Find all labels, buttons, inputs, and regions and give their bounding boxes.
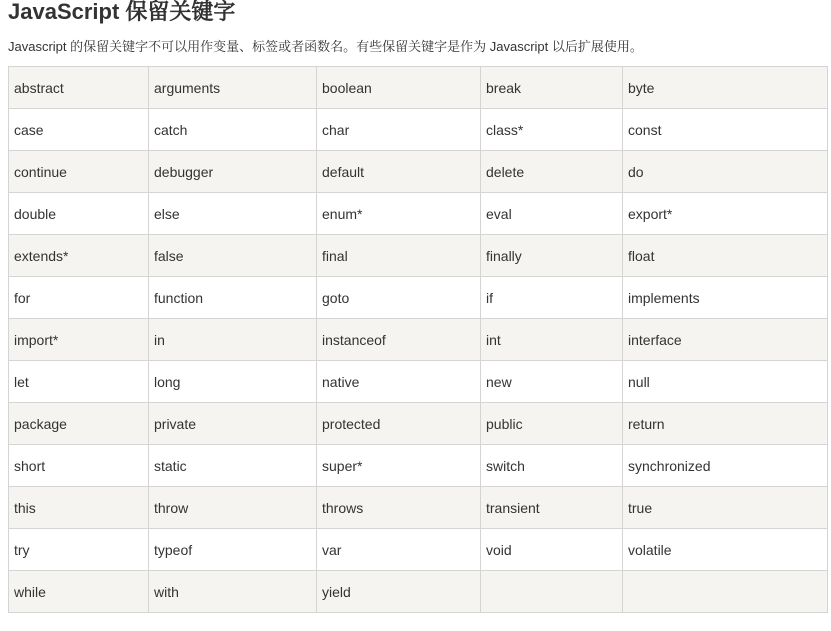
keyword-cell: volatile bbox=[623, 529, 828, 571]
keyword-cell: native bbox=[317, 361, 481, 403]
keyword-cell: interface bbox=[623, 319, 828, 361]
table-row bbox=[9, 109, 828, 151]
keyword-cell: long bbox=[149, 361, 317, 403]
table-row bbox=[9, 403, 828, 445]
table-row bbox=[9, 67, 828, 109]
keyword-cell: typeof bbox=[149, 529, 317, 571]
keyword-cell: static bbox=[149, 445, 317, 487]
table-row bbox=[9, 235, 828, 277]
keyword-cell: public bbox=[481, 403, 623, 445]
keyword-cell: enum* bbox=[317, 193, 481, 235]
keyword-cell: this bbox=[9, 487, 149, 529]
keyword-cell: break bbox=[481, 67, 623, 109]
keyword-cell: false bbox=[149, 235, 317, 277]
keyword-cell: instanceof bbox=[317, 319, 481, 361]
keyword-cell: package bbox=[9, 403, 149, 445]
keyword-cell: while bbox=[9, 571, 149, 613]
keyword-cell: true bbox=[623, 487, 828, 529]
keyword-cell: char bbox=[317, 109, 481, 151]
keyword-cell: with bbox=[149, 571, 317, 613]
table-row bbox=[9, 319, 828, 361]
table-row bbox=[9, 445, 828, 487]
keyword-cell: export* bbox=[623, 193, 828, 235]
keyword-cell: switch bbox=[481, 445, 623, 487]
keyword-cell: return bbox=[623, 403, 828, 445]
keyword-cell: do bbox=[623, 151, 828, 193]
keyword-cell: final bbox=[317, 235, 481, 277]
table-row bbox=[9, 151, 828, 193]
keyword-cell: in bbox=[149, 319, 317, 361]
keyword-cell: const bbox=[623, 109, 828, 151]
reserved-keywords-table bbox=[8, 66, 828, 613]
keyword-cell: synchronized bbox=[623, 445, 828, 487]
table-row bbox=[9, 277, 828, 319]
keyword-cell: super* bbox=[317, 445, 481, 487]
table-row bbox=[9, 193, 828, 235]
keyword-cell: short bbox=[9, 445, 149, 487]
keyword-cell: throws bbox=[317, 487, 481, 529]
keyword-cell: function bbox=[149, 277, 317, 319]
keyword-cell: delete bbox=[481, 151, 623, 193]
keyword-cell: boolean bbox=[317, 67, 481, 109]
keyword-cell: byte bbox=[623, 67, 828, 109]
keyword-cell: try bbox=[9, 529, 149, 571]
keyword-cell: case bbox=[9, 109, 149, 151]
keyword-cell: import* bbox=[9, 319, 149, 361]
keyword-cell: transient bbox=[481, 487, 623, 529]
keyword-cell: goto bbox=[317, 277, 481, 319]
keyword-cell: new bbox=[481, 361, 623, 403]
keyword-cell: abstract bbox=[9, 67, 149, 109]
keyword-cell: throw bbox=[149, 487, 317, 529]
keyword-cell: null bbox=[623, 361, 828, 403]
keyword-cell: implements bbox=[623, 277, 828, 319]
keyword-cell: protected bbox=[317, 403, 481, 445]
keyword-cell: void bbox=[481, 529, 623, 571]
keyword-cell: for bbox=[9, 277, 149, 319]
keyword-cell: if bbox=[481, 277, 623, 319]
keyword-cell: int bbox=[481, 319, 623, 361]
keyword-cell: arguments bbox=[149, 67, 317, 109]
intro-paragraph: Javascript 的保留关键字不可以用作变量、标签或者函数名。有些保留关键字是作为 Javascript 以后扩展使用。 bbox=[8, 39, 643, 54]
table-row bbox=[9, 529, 828, 571]
keyword-cell: let bbox=[9, 361, 149, 403]
keyword-cell: debugger bbox=[149, 151, 317, 193]
keywords-table-body bbox=[9, 67, 828, 613]
keyword-cell: else bbox=[149, 193, 317, 235]
table-row bbox=[9, 487, 828, 529]
keyword-cell: class* bbox=[481, 109, 623, 151]
keyword-cell: extends* bbox=[9, 235, 149, 277]
page-title: JavaScript 保留关键字 bbox=[8, 0, 236, 24]
keyword-cell: var bbox=[317, 529, 481, 571]
keyword-cell bbox=[623, 571, 828, 613]
keyword-cell: default bbox=[317, 151, 481, 193]
keyword-cell: eval bbox=[481, 193, 623, 235]
keyword-cell: yield bbox=[317, 571, 481, 613]
keyword-cell: double bbox=[9, 193, 149, 235]
keyword-cell bbox=[481, 571, 623, 613]
keyword-cell: continue bbox=[9, 151, 149, 193]
keyword-cell: private bbox=[149, 403, 317, 445]
keyword-cell: float bbox=[623, 235, 828, 277]
table-row bbox=[9, 361, 828, 403]
table-row bbox=[9, 571, 828, 613]
keyword-cell: catch bbox=[149, 109, 317, 151]
keyword-cell: finally bbox=[481, 235, 623, 277]
